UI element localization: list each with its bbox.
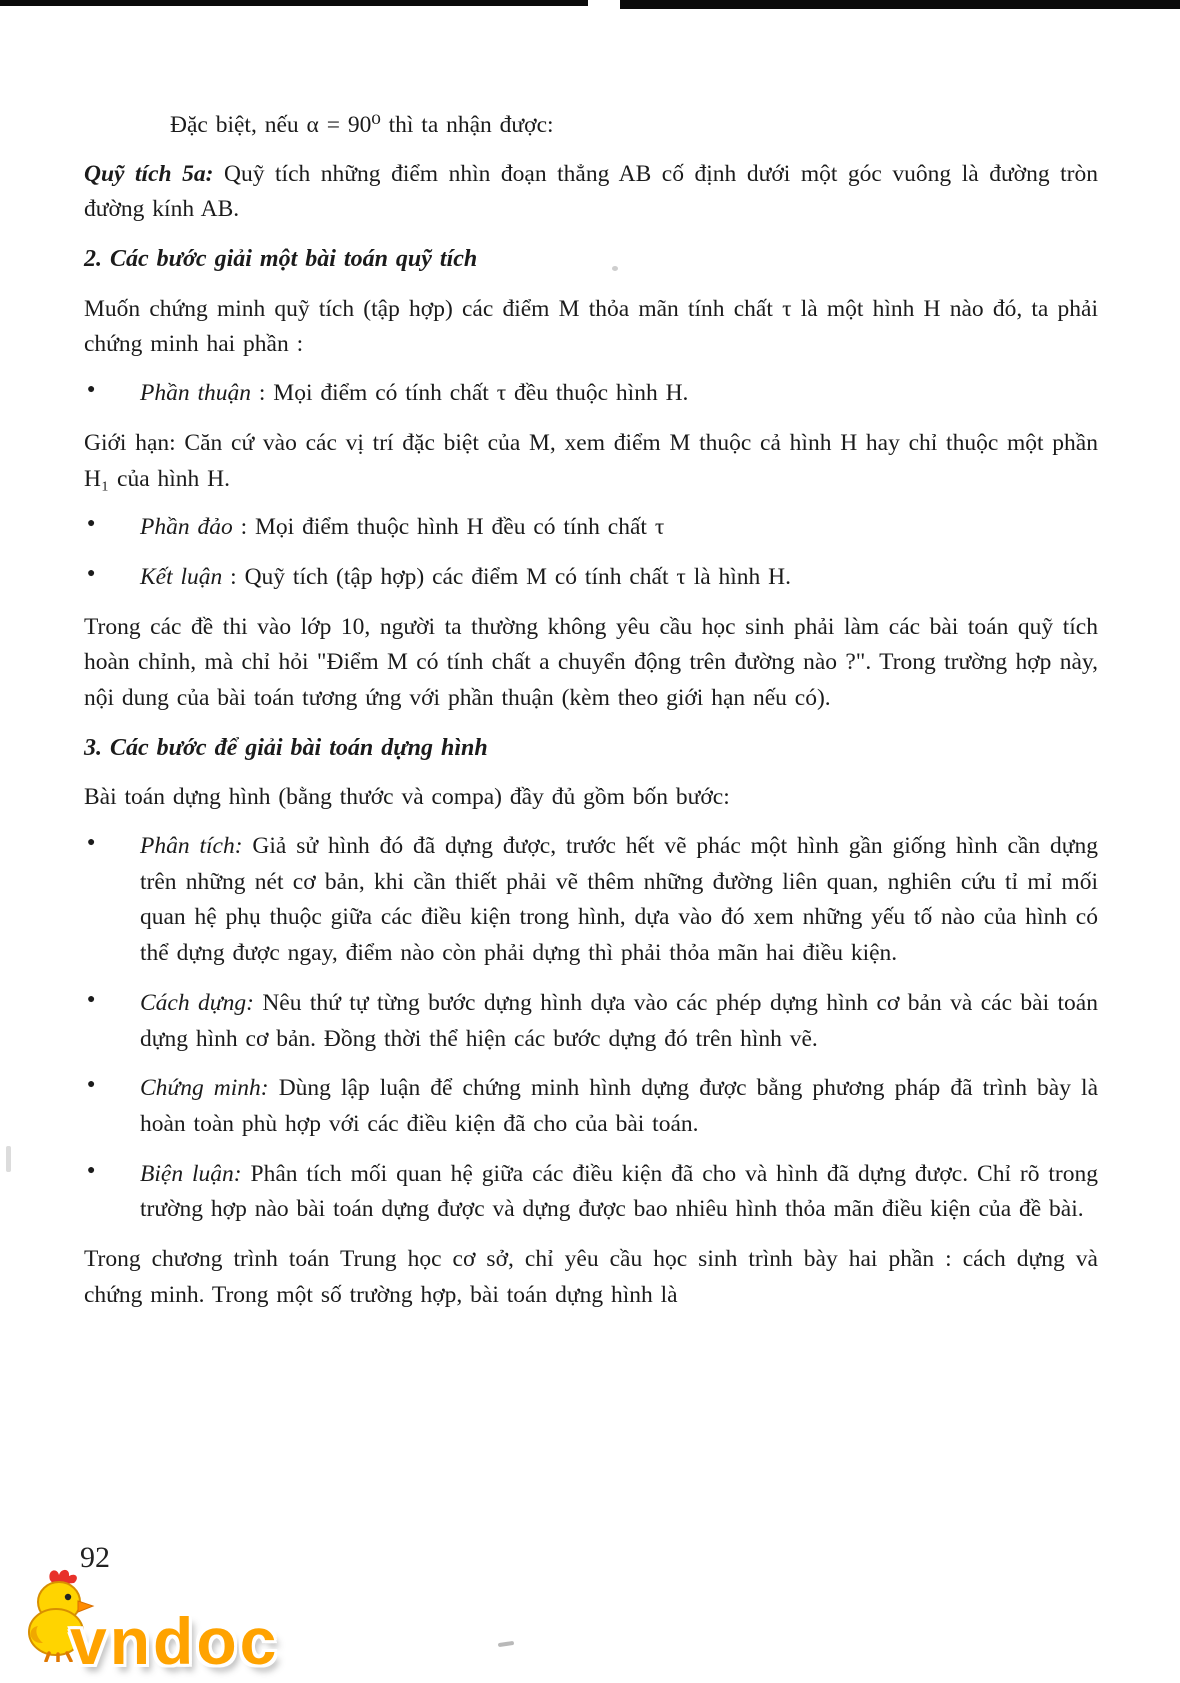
paragraph-locus-goal: Muốn chứng minh quỹ tích (tập hợp) các điểm M thỏa mãn tính chất τ là một hình H nào đó, ta phải chứng minh hai phần : bbox=[84, 295, 1098, 358]
bullet-phan-tich bbox=[84, 829, 1098, 972]
locus-5a-text: Quỹ tích những điểm nhìn đoạn thẳng AB cố định dưới một góc vuông là đường tròn đường kính AB. bbox=[84, 160, 1099, 223]
bullet-lead: Phần đảo bbox=[140, 514, 233, 541]
paragraph-construction-intro: Bài toán dựng hình (bằng thước và compa) đầy đủ gồm bốn bước: bbox=[84, 784, 730, 811]
bullet-lead: Chứng minh: bbox=[140, 1075, 269, 1102]
paragraph-locus-5a bbox=[84, 157, 1098, 228]
bullet-text: Dùng lập luận để chứng minh hình dựng được bằng phương pháp đã trình bày là hoàn toàn phù hợp với các điều kiện đã cho của bài toán. bbox=[140, 1075, 1098, 1138]
locus-5a-label: Quỹ tích 5a: bbox=[84, 160, 214, 187]
bullet-text: : Mọi điểm có tính chất τ đều thuộc hình H. bbox=[251, 380, 689, 407]
paragraph-final: Trong chương trình toán Trung học cơ sở, chỉ yêu cầu học sinh trình bày hai phần : cách dựng và chứng minh. Trong một số trường hợp, bài toán dựng hình là bbox=[84, 1246, 1098, 1308]
bullet-text: Phân tích mối quan hệ giữa các điều kiện đã cho và hình đã dựng được. Chỉ rõ trong trường hợp nào bài toán dựng được và dựng được bao nhiêu hình thỏa mãn điều kiện của đề bài. bbox=[140, 1160, 1098, 1223]
scan-artifact-top-right bbox=[620, 0, 1180, 9]
bullet-phan-dao bbox=[84, 510, 1098, 546]
vndoc-logo: vndoc bbox=[70, 1604, 280, 1678]
bullet-text: : Quỹ tích (tập hợp) các điểm M có tính chất τ là hình H. bbox=[222, 563, 792, 590]
bullet-lead: Biện luận: bbox=[140, 1160, 242, 1187]
bullet-phan-thuan bbox=[84, 376, 1098, 412]
paragraph-special-case: Đặc biệt, nếu α = 90⁰ thì ta nhận được: bbox=[170, 112, 554, 138]
section-heading-2: 2. Các bước giải một bài toán quỹ tích bbox=[84, 246, 478, 273]
bullet-lead: Phần thuận bbox=[140, 380, 252, 407]
page-footer bbox=[18, 1541, 378, 1678]
bullet-cach-dung bbox=[84, 986, 1098, 1057]
scan-speck bbox=[498, 1641, 514, 1647]
page-content bbox=[84, 108, 1098, 1327]
bullet-ket-luan bbox=[84, 560, 1098, 596]
bullet-lead: Cách dựng: bbox=[140, 989, 254, 1016]
bullet-text: Giả sử hình đó đã dựng được, trước hết vẽ phác một hình gần giống hình cần dựng trên những nét cơ bản, khi cần thiết phải vẽ thêm những đường liên quan, nghiên cứu tỉ mỉ mối quan hệ phụ thuộc giữa các điều kiện trong hình, dựa vào đó xem những yếu tố nào của hình có thể dựng được ngay, điểm nào còn phải dựng thì phải thỏa mãn hai điều kiện. bbox=[140, 833, 1098, 967]
bullet-bien-luan bbox=[84, 1157, 1098, 1228]
bullet-text: Nêu thứ tự từng bước dựng hình dựa vào các phép dựng hình cơ bản và các bài toán dựng hình cơ bản. Đồng thời thể hiện các bước dựng đó trên hình vẽ. bbox=[140, 989, 1098, 1052]
paragraph-exam-note: Trong các đề thi vào lớp 10, người ta thường không yêu cầu học sinh phải làm các bài toán quỹ tích hoàn chỉnh, mà chỉ hỏi "Điểm M có tính chất a chuyển động trên đường nào ?". Trong trường hợp này, nội dung của bài toán tương ứng với phần thuận (kèm theo giới hạn nếu có). bbox=[84, 613, 1098, 712]
scan-speck bbox=[6, 1146, 11, 1172]
scan-artifact-top-left bbox=[0, 0, 588, 6]
bullet-lead: Phân tích: bbox=[140, 833, 243, 859]
bullet-text: : Mọi điểm thuộc hình H đều có tính chất τ bbox=[232, 514, 665, 541]
section-heading-3: 3. Các bước để giải bài toán dựng hình bbox=[84, 734, 488, 761]
page-number: 92 bbox=[80, 1541, 110, 1574]
paragraph-gioi-han: Giới hạn: Căn cứ vào các vị trí đặc biệt của M, xem điểm M thuộc cả hình H hay chỉ thuộc một phần H₁ của hình H. bbox=[84, 429, 1098, 492]
bullet-chung-minh bbox=[84, 1071, 1098, 1142]
bullet-lead: Kết luận bbox=[140, 563, 223, 590]
